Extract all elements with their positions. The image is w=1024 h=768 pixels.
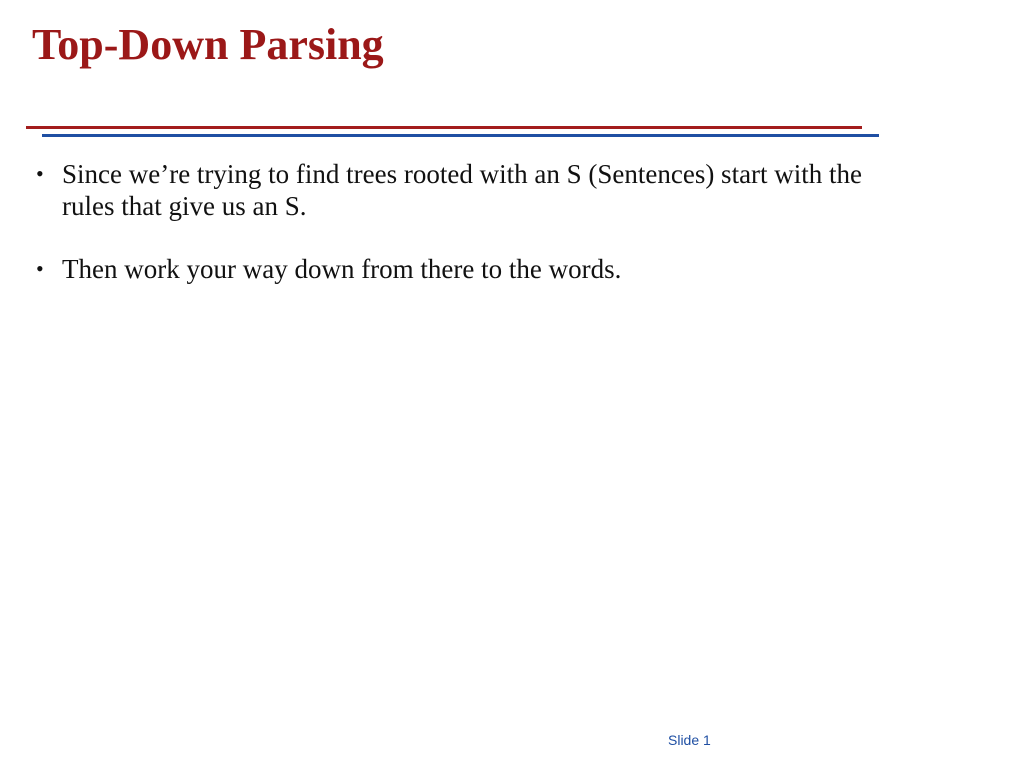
slide-title: Top-Down Parsing [32, 20, 384, 69]
bullet-dot-icon: • [36, 161, 44, 186]
bullet-list [36, 158, 896, 316]
bullet-item [36, 158, 896, 222]
slide-number: Slide 1 [668, 732, 711, 748]
bullet-text: Since we’re trying to find trees rooted with an S (Sentences) start with the rules that give us an S. [62, 159, 863, 221]
title-underline-blue [42, 134, 879, 137]
title-underline-red [26, 126, 862, 129]
bullet-dot-icon: • [36, 256, 44, 281]
bullet-text: Then work your way down from there to the words. [62, 254, 622, 284]
bullet-item [36, 253, 896, 285]
